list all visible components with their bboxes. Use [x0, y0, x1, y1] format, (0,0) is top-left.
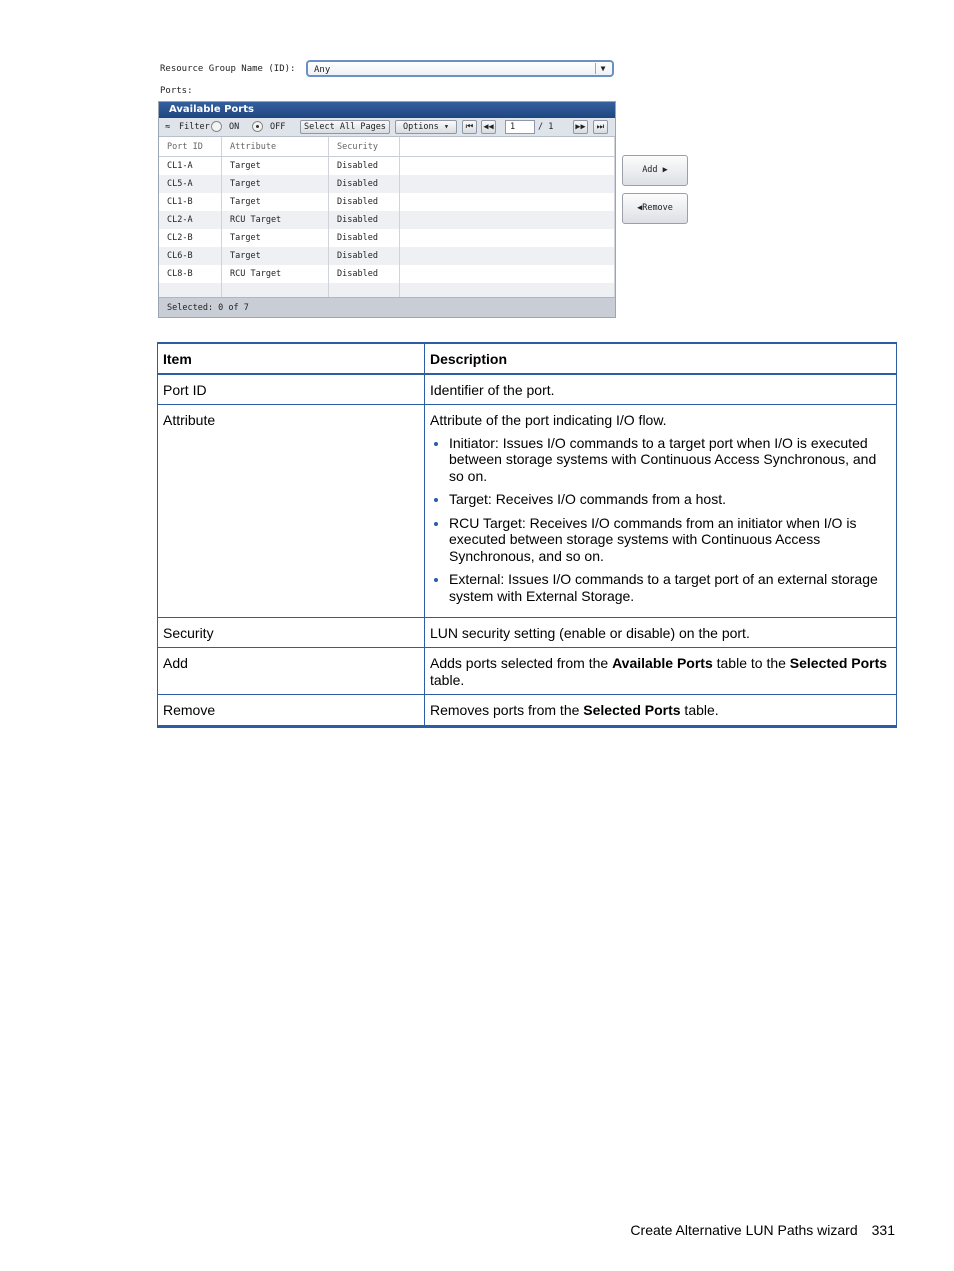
filter-on-radio[interactable]: [211, 121, 222, 132]
footer-title: Create Alternative LUN Paths wizard: [630, 1222, 858, 1238]
first-page-button[interactable]: ⏮: [462, 120, 477, 134]
page-count: / 1: [538, 122, 554, 132]
description-table: [157, 342, 897, 728]
list-item: • Initiator: Issues I/O commands to a target port when I/O is executed between storage systems with Continuous Access Synchronous, and so on.: [449, 435, 891, 485]
ui-screenshot: [155, 56, 690, 320]
table-row: [158, 695, 897, 727]
desc-remove-text: Removes ports from the: [430, 702, 584, 718]
cell-attribute: Target: [222, 193, 329, 211]
column-header-attribute[interactable]: Attribute: [222, 137, 329, 157]
cell-security: Disabled: [329, 157, 400, 176]
table-row[interactable]: [159, 211, 615, 229]
list-item: • Target: Receives I/O commands from a host.: [449, 491, 891, 508]
cell-attribute: Target: [222, 229, 329, 247]
desc-add-bold: Available Ports: [612, 655, 713, 671]
header-item: Item: [158, 343, 425, 374]
desc-port-id: Identifier of the port.: [425, 374, 897, 405]
desc-remove: [425, 695, 897, 727]
available-ports-panel: [158, 101, 616, 318]
next-page-button[interactable]: ▶▶: [573, 120, 588, 134]
remove-button-label: Remove: [642, 203, 673, 213]
page-number: 331: [871, 1222, 895, 1238]
desc-security: LUN security setting (enable or disable) on the port.: [425, 618, 897, 648]
page-footer: [630, 1222, 895, 1238]
resource-group-value: Any: [314, 65, 331, 75]
desc-remove-bold: Selected Ports: [583, 702, 681, 718]
table-row[interactable]: [159, 157, 615, 176]
list-item: • RCU Target: Receives I/O commands from an initiator when I/O is executed between storage systems with Continuous Access Synchronous, and so on.: [449, 515, 891, 565]
cell-security: Disabled: [329, 175, 400, 193]
last-page-button[interactable]: ⏭: [593, 120, 608, 134]
desc-add-text: Adds ports selected from the: [430, 655, 613, 671]
resource-group-select[interactable]: [306, 60, 614, 77]
desc-remove-text: table.: [680, 702, 719, 718]
desc-add-text: table.: [430, 671, 465, 688]
cell-port-id: CL1-B: [159, 193, 222, 211]
page-number-input[interactable]: 1: [505, 120, 535, 134]
select-all-pages-button[interactable]: Select All Pages: [300, 120, 390, 134]
table-row[interactable]: [159, 247, 615, 265]
table-row[interactable]: [159, 175, 615, 193]
item-security: Security: [158, 618, 425, 648]
cell-port-id: CL5-A: [159, 175, 222, 193]
chevron-down-icon: ▼: [595, 63, 610, 74]
table-row: [158, 374, 897, 405]
filter-on-label: ON: [229, 122, 240, 132]
table-row[interactable]: [159, 229, 615, 247]
table-row: [158, 618, 897, 648]
cell-attribute: Target: [222, 175, 329, 193]
cell-security: Disabled: [329, 229, 400, 247]
selection-status: Selected: 0 of 7: [159, 297, 615, 317]
item-port-id: Port ID: [158, 374, 425, 405]
cell-attribute: RCU Target: [222, 265, 329, 283]
table-row: [158, 405, 897, 618]
item-add: Add: [158, 648, 425, 695]
desc-add-bold: Selected Ports: [789, 655, 888, 671]
cell-attribute: RCU Target: [222, 211, 329, 229]
add-button[interactable]: [622, 155, 688, 186]
desc-add: [425, 648, 897, 695]
table-row[interactable]: [159, 193, 615, 211]
arrow-right-icon: ▶: [662, 165, 668, 175]
header-description: Description: [425, 343, 897, 374]
list-item: • External: Issues I/O commands to a target port of an external storage system with External Storage.: [449, 571, 891, 604]
add-button-label: Add: [642, 165, 658, 175]
options-label: Options: [402, 122, 439, 132]
item-remove: Remove: [158, 695, 425, 727]
desc-add-text: table to the: [712, 655, 790, 671]
resource-group-label: Resource Group Name (ID):: [160, 64, 296, 74]
column-header-empty: [400, 137, 615, 157]
cell-security: Disabled: [329, 211, 400, 229]
ports-toolbar: [159, 118, 615, 137]
options-button[interactable]: [395, 120, 457, 134]
attribute-summary: Attribute of the port indicating I/O flow.: [430, 412, 667, 428]
chevron-down-icon: ▾: [443, 122, 450, 132]
ports-grid: [159, 137, 615, 301]
ports-label: Ports:: [160, 86, 193, 96]
column-header-port-id[interactable]: Port ID: [159, 137, 222, 157]
cell-port-id: CL2-B: [159, 229, 222, 247]
attribute-list: [430, 435, 891, 605]
remove-button[interactable]: [622, 193, 688, 224]
cell-port-id: CL1-A: [159, 157, 222, 176]
arrow-left-icon: ◀: [637, 203, 643, 213]
desc-attribute: [425, 405, 897, 618]
cell-port-id: CL2-A: [159, 211, 222, 229]
filter-off-radio[interactable]: [252, 121, 263, 132]
filter-off-label: OFF: [270, 122, 286, 132]
column-header-security[interactable]: Security: [329, 137, 400, 157]
cell-security: Disabled: [329, 193, 400, 211]
panel-title: Available Ports: [159, 102, 615, 118]
table-row[interactable]: [159, 265, 615, 283]
table-row: [158, 648, 897, 695]
cell-port-id: CL8-B: [159, 265, 222, 283]
cell-port-id: CL6-B: [159, 247, 222, 265]
filter-label[interactable]: Filter: [179, 122, 210, 132]
item-attribute: Attribute: [158, 405, 425, 618]
cell-security: Disabled: [329, 265, 400, 283]
cell-security: Disabled: [329, 247, 400, 265]
cell-attribute: Target: [222, 157, 329, 176]
previous-page-button[interactable]: ◀◀: [481, 120, 496, 134]
filter-collapse-icon[interactable]: ≈: [165, 122, 171, 132]
cell-attribute: Target: [222, 247, 329, 265]
